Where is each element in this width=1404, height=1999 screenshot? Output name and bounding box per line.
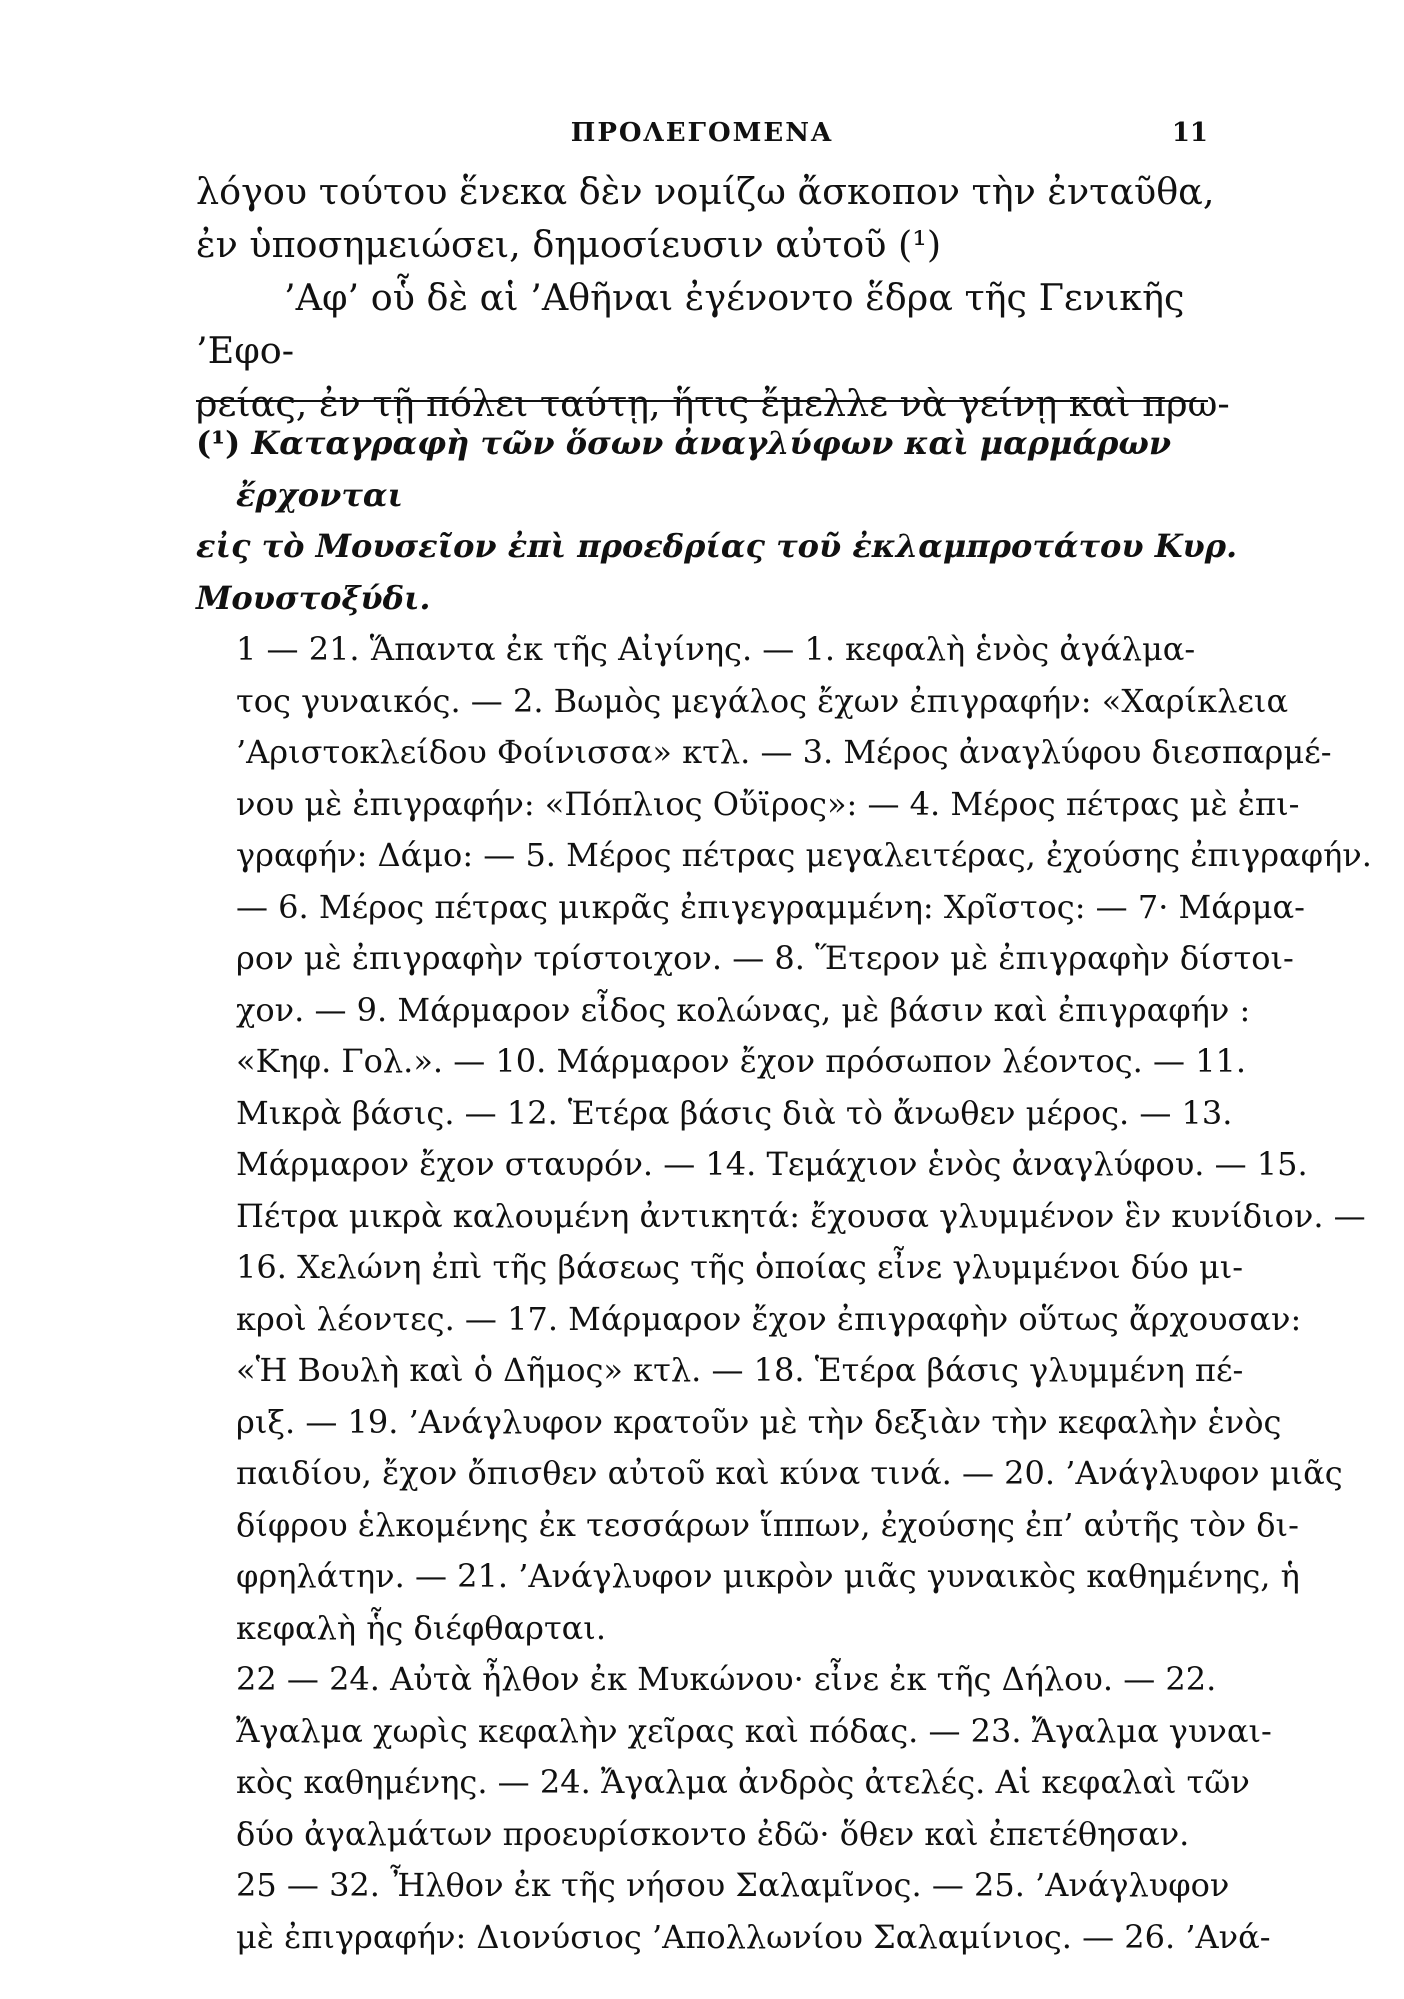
footnote-line: Μικρὰ βάσις. — 12. Ἑτέρα βάσις διὰ τὸ ἄνωθεν μέρος. — 13. xyxy=(236,1093,1233,1132)
chapter-title: ΠΡΟΛΕΓΟΜΕΝΑ xyxy=(570,118,834,148)
page-number: 11 xyxy=(1171,118,1208,148)
footnote xyxy=(196,418,1372,1963)
footnote-line: δύο ἀγαλμάτων προευρίσκοντο ἐδῶ· ὅθεν καὶ ἐπετέθησαν. xyxy=(236,1814,1190,1853)
footnote-line: νου μὲ ἐπιγραφήν: «Πόπλιος Οὔϊρος»: — 4. Μέρος πέτρας μὲ ἐπι- xyxy=(236,784,1300,823)
footnote-line: ρον μὲ ἐπιγραφὴν τρίστοιχον. — 8. Ἕτερον μὲ ἐπιγραφὴν δίστοι- xyxy=(236,939,1294,977)
footnote-line: γραφήν: Δάμο: — 5. Μέρος πέτρας μεγαλειτέρας, ἐχούσης ἐπιγραφήν. xyxy=(236,836,1372,874)
footnote-line: κὸς καθημένης. — 24. Ἄγαλμα ἀνδρὸς ἀτελές. Αἱ κεφαλαὶ τῶν xyxy=(236,1763,1250,1801)
footnote-marker: (¹) xyxy=(196,424,241,462)
footnote-line: κροὶ λέοντες. — 17. Μάρμαρον ἔχον ἐπιγραφὴν οὕτως ἄρχουσαν: xyxy=(236,1299,1302,1338)
footnote-line: Ἄγαλμα χωρὶς κεφαλὴν χεῖρας καὶ πόδας. — 23. Ἄγαλμα γυναι- xyxy=(236,1711,1272,1750)
main-text-line: ’Αφ’ οὗ δὲ αἱ ’Αθῆναι ἐγένοντο ἕδρα τῆς Γενικῆς ’Εφο- xyxy=(196,276,1185,372)
footnote-line: μὲ ἐπιγραφήν: Διονύσιος ’Απολλωνίου Σαλαμίνιος. — 26. ’Ανά- xyxy=(236,1917,1271,1956)
footnote-rule xyxy=(196,400,1208,402)
main-text-line: ρείας, ἐν τῇ πόλει ταύτῃ, ἥτις ἔμελλε νὰ γείνῃ καὶ πρω- xyxy=(196,382,1230,425)
footnote-line: Πέτρα μικρὰ καλουμένη ἀντικητά: ἔχουσα γλυμμένον ἓν κυνίδιον. — xyxy=(236,1196,1366,1235)
footnote-heading-line: Καταγραφὴ τῶν ὅσων ἀναγλύφων καὶ μαρμάρων ἔρχονται xyxy=(236,424,1172,514)
footnote-line: «Κηφ. Γολ.». — 10. Μάρμαρον ἔχον πρόσωπον λέοντος. — 11. xyxy=(236,1042,1247,1080)
footnote-line: Μάρμαρον ἔχον σταυρόν. — 14. Τεμάχιον ἑνὸς ἀναγλύφου. — 15. xyxy=(236,1145,1308,1183)
running-header xyxy=(196,118,1208,158)
footnote-line: χον. — 9. Μάρμαρον εἶδος κολώνας, μὲ βάσιν καὶ ἐπιγραφήν : xyxy=(236,990,1251,1029)
main-text-line: λόγου τούτου ἕνεκα δὲν νομίζω ἄσκοπον τὴν ἐνταῦθα, xyxy=(196,170,1215,213)
main-text xyxy=(196,165,1230,430)
footnote-line: — 6. Μέρος πέτρας μικρᾶς ἐπιγεγραμμένη: Χρῖστος: — 7· Μάρμα- xyxy=(236,887,1305,926)
footnote-heading-line: Μουστοξύδι. xyxy=(196,578,431,617)
footnote-line: κεφαλὴ ἧς διέφθαρται. xyxy=(236,1608,606,1647)
footnote-heading-line: εἰς τὸ Μουσεῖον ἐπὶ προεδρίας τοῦ ἐκλαμπροτάτου Κυρ. xyxy=(196,527,1238,565)
footnote-line: 16. Χελώνη ἐπὶ τῆς βάσεως τῆς ὁποίας εἶνε γλυμμένοι δύο μι- xyxy=(236,1248,1244,1286)
footnote-paragraph xyxy=(196,1860,1271,1963)
footnote-paragraph xyxy=(196,624,1372,1654)
footnote-paragraph xyxy=(196,1654,1272,1860)
footnote-line: παιδίου, ἔχον ὄπισθεν αὐτοῦ καὶ κύνα τινά. — 20. ’Ανάγλυφον μιᾶς xyxy=(236,1454,1343,1492)
footnote-heading xyxy=(196,418,1238,624)
footnote-line: «Ἡ Βουλὴ καὶ ὁ Δῆμος» κτλ. — 18. Ἑτέρα βάσις γλυμμένη πέ- xyxy=(236,1351,1244,1389)
footnote-line: 1 — 21. Ἅπαντα ἐκ τῆς Αἰγίνης. — 1. κεφαλὴ ἑνὸς ἀγάλμα- xyxy=(236,630,1196,668)
main-text-line: ἐν ὑποσημειώσει, δημοσίευσιν αὐτοῦ (¹) xyxy=(196,223,942,266)
footnote-line: 22 — 24. Αὐτὰ ἦλθον ἐκ Μυκώνου· εἶνε ἐκ τῆς Δήλου. — 22. xyxy=(236,1660,1217,1698)
footnote-line: ’Αριστοκλείδου Φοίνισσα» κτλ. — 3. Μέρος ἀναγλύφου διεσπαρμέ- xyxy=(236,733,1332,771)
footnote-line: 25 — 32. Ἦλθον ἐκ τῆς νήσου Σαλαμῖνος. — 25. ’Ανάγλυφον xyxy=(236,1866,1230,1904)
footnote-line: δίφρου ἑλκομένης ἐκ τεσσάρων ἵππων, ἐχούσης ἐπ’ αὐτῆς τὸν δι- xyxy=(236,1505,1299,1544)
footnote-line: τος γυναικός. — 2. Βωμὸς μεγάλος ἔχων ἐπιγραφήν: «Χαρίκλεια xyxy=(236,681,1289,720)
footnote-line: ριξ. — 19. ’Ανάγλυφον κρατοῦν μὲ τὴν δεξιὰν τὴν κεφαλὴν ἑνὸς xyxy=(236,1402,1282,1441)
footnote-line: φρηλάτην. — 21. ’Ανάγλυφον μικρὸν μιᾶς γυναικὸς καθημένης, ἡ xyxy=(236,1557,1300,1595)
